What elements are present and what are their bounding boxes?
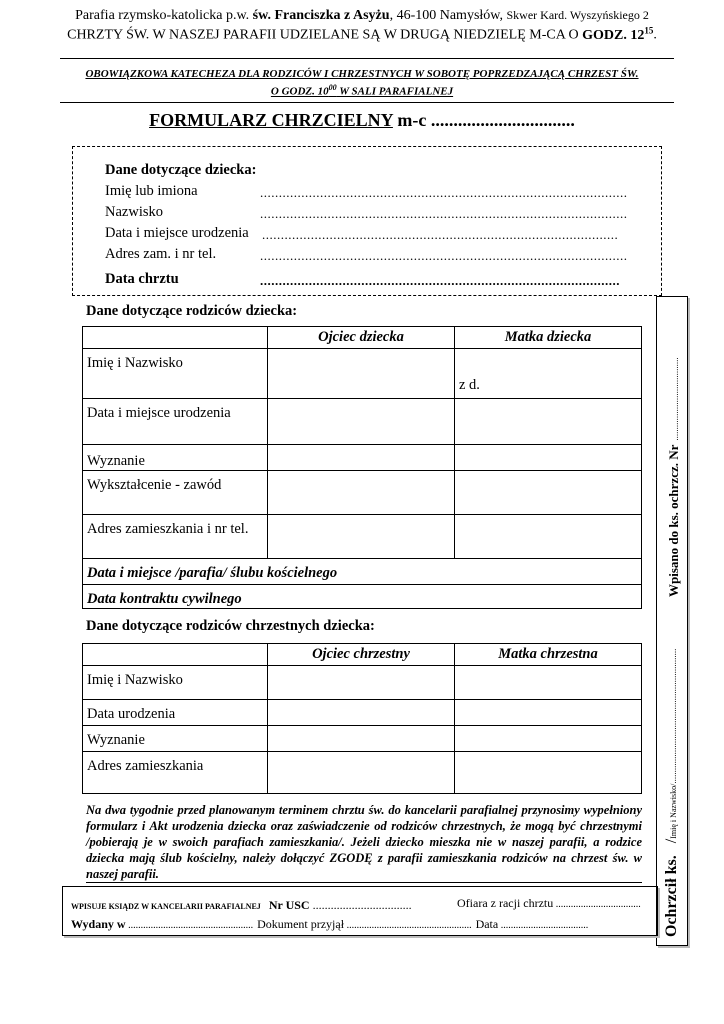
table-row bbox=[83, 515, 642, 559]
parish-header-line-2 bbox=[0, 25, 724, 44]
offering-field[interactable]: .................................. bbox=[553, 899, 641, 910]
father-education-cell[interactable] bbox=[268, 471, 455, 515]
offering-row bbox=[457, 894, 641, 912]
child-surname-label: Nazwisko bbox=[105, 204, 163, 220]
usc-number-label: Nr USC bbox=[268, 898, 310, 912]
gp-row-label-birth: Data urodzenia bbox=[83, 700, 268, 726]
header-address: Skwer Kard. Wyszyńskiego 2 bbox=[506, 8, 649, 22]
row-label-address: Adres zamieszkania i nr tel. bbox=[83, 515, 268, 559]
offering-label: Ofiara z racji chrztu bbox=[457, 896, 554, 910]
child-birth-field[interactable]: ............................................................................................... bbox=[262, 227, 619, 242]
church-wedding-field[interactable]: Data i miejsce /parafia/ ślubu kościelnego bbox=[83, 559, 642, 585]
office-use-box bbox=[62, 886, 658, 936]
child-surname-field[interactable]: .................................................................................................. bbox=[260, 206, 628, 221]
baptized-by-field[interactable]: ............................................................ bbox=[668, 648, 678, 784]
parents-table bbox=[82, 326, 642, 609]
header-text: Parafia rzymsko-katolicka p.w. bbox=[75, 8, 253, 23]
parents-table-corner bbox=[83, 327, 268, 349]
child-address-label: Adres zam. i nr tel. bbox=[105, 246, 217, 262]
row-label-name: Imię i Nazwisko bbox=[83, 349, 268, 399]
table-row bbox=[83, 559, 642, 585]
godfather-birth-cell[interactable] bbox=[268, 700, 455, 726]
catechesis-notice-line-2 bbox=[40, 83, 684, 98]
date-label: Data bbox=[475, 917, 499, 931]
date-field[interactable]: ................................... bbox=[498, 920, 589, 931]
register-number-field[interactable]: ..................................... bbox=[670, 357, 680, 441]
godparents-section-heading: Dane dotyczące rodziców chrzestnych dziecka: bbox=[86, 618, 375, 634]
header-patron: św. Franciszka z Asyżu bbox=[252, 8, 390, 23]
slash: / bbox=[663, 838, 680, 844]
father-birth-cell[interactable] bbox=[268, 399, 455, 445]
baptism-date-label: Data chrztu bbox=[105, 271, 179, 287]
child-name-label: Imię lub imiona bbox=[105, 183, 198, 199]
baptism-date-field[interactable]: ................................................................................................ bbox=[260, 273, 620, 288]
issued-in-label: Wydany w bbox=[71, 917, 126, 931]
table-row bbox=[83, 700, 642, 726]
maiden-name-label: z d. bbox=[459, 377, 480, 393]
office-row-2 bbox=[71, 915, 588, 933]
catechesis-place: W SALI PARAFIALNEJ bbox=[336, 85, 454, 98]
godfather-address-cell[interactable] bbox=[268, 752, 455, 794]
document-received-field[interactable]: .................................................. bbox=[344, 920, 472, 931]
row-label-education: Wykształcenie - zawód bbox=[83, 471, 268, 515]
col-father: Ojciec dziecka bbox=[268, 327, 455, 349]
month-field[interactable]: m-c ................................ bbox=[392, 110, 575, 130]
gp-row-label-religion: Wyznanie bbox=[83, 726, 268, 752]
col-mother: Matka dziecka bbox=[455, 327, 642, 349]
col-godfather: Ojciec chrzestny bbox=[268, 644, 455, 666]
baptism-schedule: CHRZTY ŚW. W NASZEJ PARAFII UDZIELANE SĄ W DRUGĄ NIEDZIELĘ M-CA O bbox=[67, 27, 583, 43]
godparents-table-corner bbox=[83, 644, 268, 666]
office-row-1 bbox=[71, 896, 412, 914]
godmother-religion-cell[interactable] bbox=[455, 726, 642, 752]
mother-address-cell[interactable] bbox=[455, 515, 642, 559]
godfather-name-cell[interactable] bbox=[268, 666, 455, 700]
baptized-by-line bbox=[663, 649, 681, 937]
table-row bbox=[83, 399, 642, 445]
register-entry-label: Wpisano do ks. ochrzcz. Nr bbox=[666, 444, 681, 597]
table-row bbox=[83, 585, 642, 609]
issued-in-field[interactable]: .................................................. bbox=[125, 920, 254, 931]
office-use-label: WPISUJE KSIĄDZ W KANCELARII PARAFIALNEJ bbox=[71, 902, 261, 911]
parish-header-line-1 bbox=[0, 8, 724, 24]
form-title bbox=[0, 110, 724, 131]
baptism-record-sidebar bbox=[656, 296, 688, 946]
table-row bbox=[83, 445, 642, 471]
notice-divider bbox=[60, 102, 674, 103]
header-period: . bbox=[653, 27, 657, 43]
parents-section-heading: Dane dotyczące rodziców dziecka: bbox=[86, 303, 298, 319]
table-row bbox=[83, 471, 642, 515]
col-godmother: Matka chrzestna bbox=[455, 644, 642, 666]
godparents-table bbox=[82, 643, 642, 794]
catechesis-minutes: 00 bbox=[328, 83, 337, 92]
baptized-by-label: Ochrzcił ks. bbox=[663, 855, 680, 937]
godmother-address-cell[interactable] bbox=[455, 752, 642, 794]
child-section-heading: Dane dotyczące dziecka: bbox=[105, 162, 257, 178]
register-entry-line bbox=[665, 357, 683, 597]
table-row bbox=[83, 752, 642, 794]
godfather-religion-cell[interactable] bbox=[268, 726, 455, 752]
gp-row-label-address: Adres zamieszkania bbox=[83, 752, 268, 794]
form-title-text: FORMULARZ CHRZCIELNY bbox=[149, 110, 393, 130]
godmother-name-cell[interactable] bbox=[455, 666, 642, 700]
child-address-field[interactable]: .................................................................................................. bbox=[260, 248, 628, 263]
usc-number-field[interactable]: ................................. bbox=[309, 898, 412, 912]
table-row bbox=[83, 666, 642, 700]
mother-education-cell[interactable] bbox=[455, 471, 642, 515]
child-name-field[interactable]: .................................................................................................. bbox=[260, 185, 628, 200]
child-birth-label: Data i miejsce urodzenia bbox=[105, 225, 249, 241]
submission-note: Na dwa tygodnie przed planowanym terminem chrztu św. do kancelarii parafialnej przynosimy wypełniony formularz i Akt urodzenia dziecka oraz zaświadczenie od rodziców chrzestnych, że mogą być chrzestnymi /pobierają je w swoich parafiach zamieszkania/. Jeżeli dziecko mieszka nie w naszej parafii, a rodzice dziecka mają ślub kościelny, należy dołączyć ZGODĘ z parafii zamieszkania rodziców na chrzest św. w naszej parafii. bbox=[86, 803, 642, 881]
table-row bbox=[83, 349, 642, 399]
father-religion-cell[interactable] bbox=[268, 445, 455, 471]
mother-religion-cell[interactable] bbox=[455, 445, 642, 471]
father-address-cell[interactable] bbox=[268, 515, 455, 559]
row-label-religion: Wyznanie bbox=[83, 445, 268, 471]
header-divider bbox=[60, 58, 674, 59]
baptism-minutes: 15 bbox=[644, 25, 654, 35]
father-name-cell[interactable] bbox=[268, 349, 455, 399]
header-city: , 46-100 Namysłów, bbox=[389, 8, 507, 23]
godmother-birth-cell[interactable] bbox=[455, 700, 642, 726]
gp-row-label-name: Imię i Nazwisko bbox=[83, 666, 268, 700]
document-received-label: Dokument przyjął bbox=[257, 917, 345, 931]
table-row bbox=[83, 726, 642, 752]
civil-contract-field[interactable]: Data kontraktu cywilnego bbox=[83, 585, 642, 609]
row-label-birth: Data i miejsce urodzenia bbox=[83, 399, 268, 445]
catechesis-hour: O GODZ. 10 bbox=[270, 85, 329, 98]
mother-name-cell[interactable] bbox=[455, 349, 642, 399]
name-hint: Imię i Nazwisko/ bbox=[669, 783, 678, 839]
catechesis-notice-line-1: OBOWIĄZKOWA KATECHEZA DLA RODZICÓW I CHRZESTNYCH W SOBOTĘ POPRZEDZAJĄCĄ CHRZEST ŚW. bbox=[85, 68, 639, 80]
baptism-hour: GODZ. 12 bbox=[582, 27, 645, 43]
note-divider bbox=[86, 882, 642, 883]
mother-birth-cell[interactable] bbox=[455, 399, 642, 445]
